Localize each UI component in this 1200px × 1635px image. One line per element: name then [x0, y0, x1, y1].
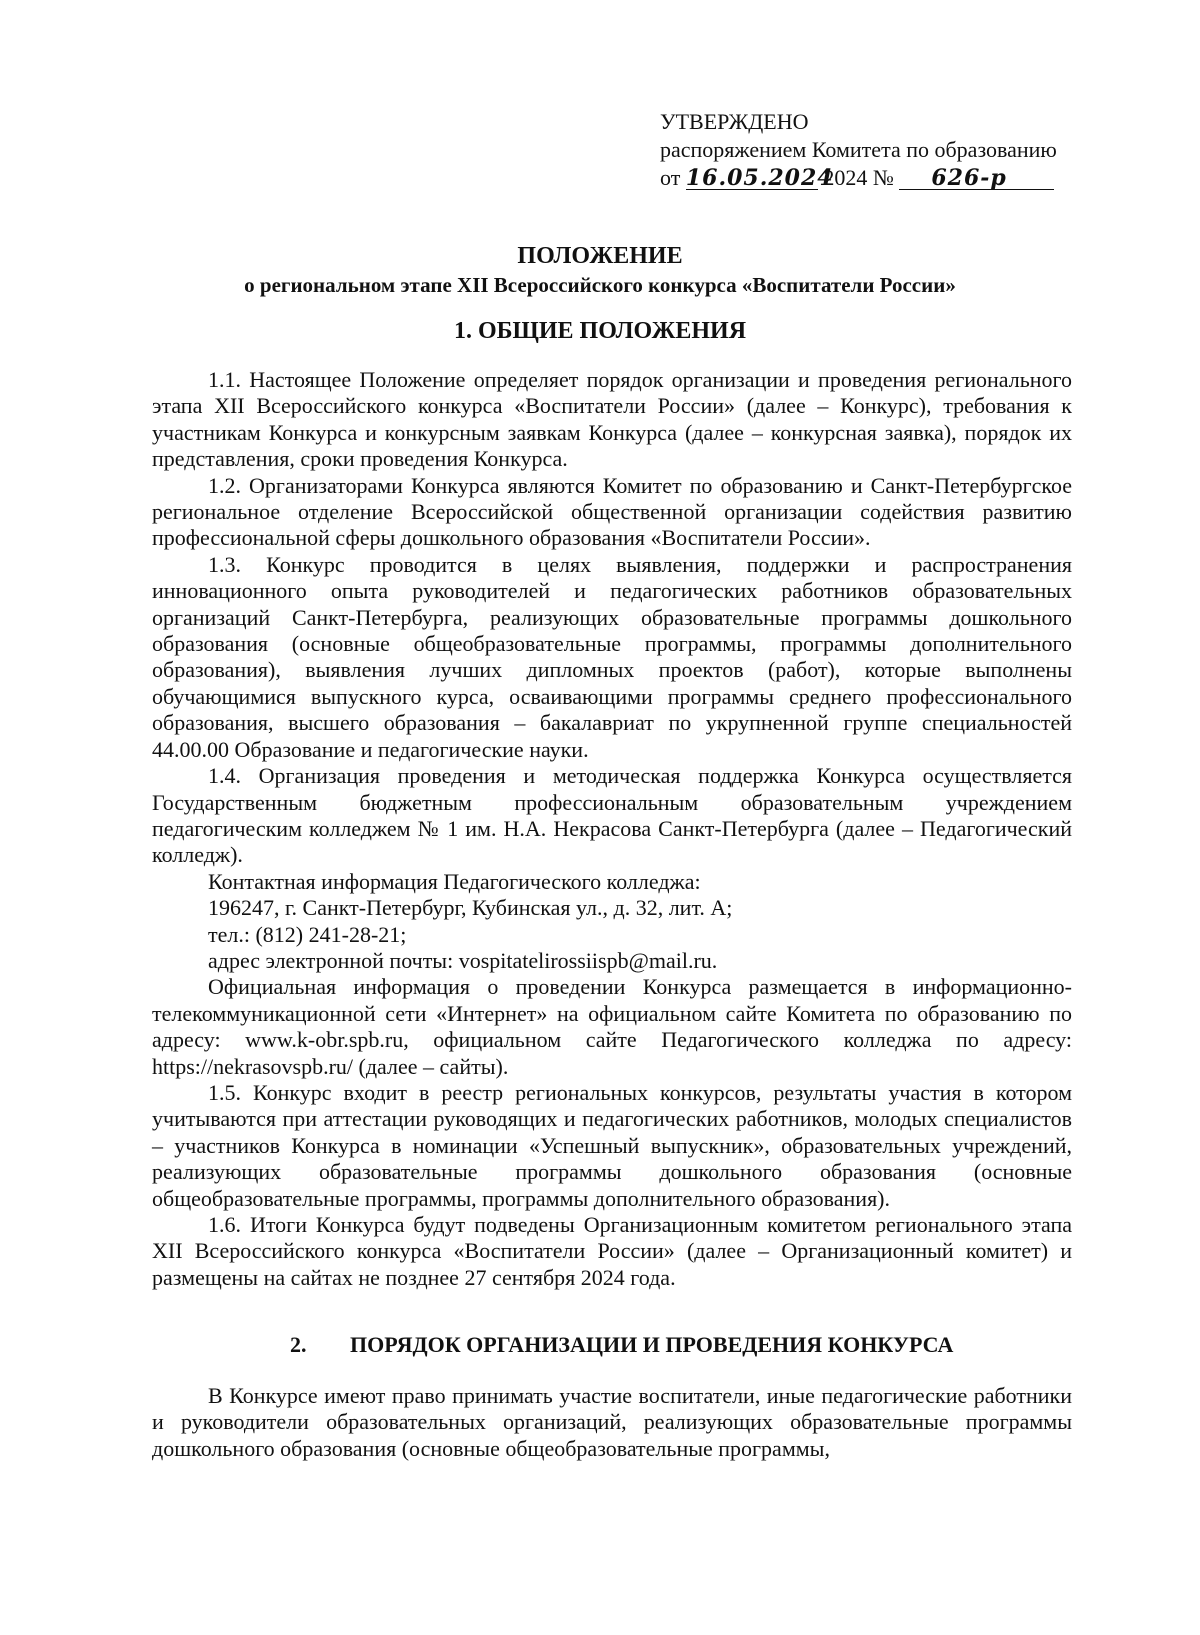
contact-info-heading: Контактная информация Педагогического колледжа: — [208, 868, 701, 894]
paragraph-1-2: 1.2. Организаторами Конкурса являются Комитет по образованию и Санкт-Петербургское региональное отделение Всероссийской общественной организации содействия развитию профессиональной сферы дошкольного образования «Воспитатели России». — [152, 472, 1072, 551]
section-1-heading: 1. ОБЩИЕ ПОЛОЖЕНИЯ — [453, 318, 747, 344]
contact-address: 196247, г. Санкт-Петербург, Кубинская ул., д. 32, лит. А; — [208, 895, 733, 921]
handwritten-order-number: 626-р — [899, 167, 1054, 190]
approved-by-order: распоряжением Комитета по образованию — [660, 137, 1057, 162]
section-2-number: 2. — [290, 1332, 307, 1357]
from-label: от — [660, 165, 681, 190]
paragraph-1-5: 1.5. Конкурс входит в реестр региональных конкурсов, результаты участия в котором учитываются при аттестации руководящих и педагогических работников, молодых специалистов – участников Конкурса в номинации «Успешный выпускник», образовательных учреждений, реализующих образовательные программы дошкольного образования (основные общеобразовательные программы, программы дополнительного образования). — [152, 1079, 1072, 1211]
year-number-label: 2024 № — [823, 165, 894, 190]
section-1-body — [152, 367, 1072, 1291]
paragraph-1-3: 1.3. Конкурс проводится в целях выявления, поддержки и распространения инновационного опыта руководителей и педагогических работников образовательных организаций Санкт-Петербурга, реализующих образовательные программы дошкольного образования (основные общеобразовательные программы, программы дополнительного образования), выявления лучших дипломных проектов (работ), которые выполнены обучающимися выпускного курса, осваивающими программы среднего профессионального образования, высшего образования – бакалавриат по укрупненной группе специальностей 44.00.00 Образование и педагогические науки. — [152, 551, 1072, 762]
paragraph-1-6: 1.6. Итоги Конкурса будут подведены Организационным комитетом регионального этапа XII Всероссийского конкурса «Воспитатели России» (далее – Организационный комитет) и размещены на сайтах не позднее 27 сентября 2024 года. — [152, 1212, 1072, 1290]
document-title: ПОЛОЖЕНИЕ — [517, 243, 683, 269]
paragraph-1-4: 1.4. Организация проведения и методическая поддержка Конкурса осуществляется Государственным бюджетным профессиональным образовательным учреждением педагогическим колледжем № 1 им. Н.А. Некрасова Санкт-Петербурга (далее – Педагогический колледж). — [152, 763, 1072, 868]
section-2-body — [152, 1383, 1072, 1462]
approved-label: УТВЕРЖДЕНО — [660, 109, 809, 134]
section-2-heading — [290, 1332, 953, 1358]
contact-phone: тел.: (812) 241-28-21; — [208, 921, 407, 947]
handwritten-date: 16.05.2024 — [685, 165, 834, 191]
paragraph-2-intro: В Конкурсе имеют право принимать участие воспитатели, иные педагогические работники и руководители образовательных организаций, реализующих образовательные программы дошкольного образования (основные общеобразовательные программы, — [152, 1383, 1072, 1461]
official-info-paragraph: Официальная информация о проведении Конкурса размещается в информационно-телекоммуникационной сети «Интернет» на официальном сайте Комитета по образованию по адресу: www.k-obr.spb.ru, официальном сайте Педагогического колледжа по адресу: https://nekrasovspb.ru/ (далее – сайты). — [152, 974, 1072, 1079]
section-2-title: ПОРЯДОК ОРГАНИЗАЦИИ И ПРОВЕДЕНИЯ КОНКУРСА — [350, 1332, 954, 1357]
approval-stamp — [660, 108, 1057, 192]
paragraph-1-1: 1.1. Настоящее Положение определяет порядок организации и проведения регионального этапа XII Всероссийского конкурса «Воспитатели России» (далее – Конкурс), требования к участникам Конкурса и конкурсным заявкам Конкурса (далее – конкурсная заявка), порядок их представления, сроки проведения Конкурса. — [152, 367, 1072, 472]
approval-date-line — [660, 164, 1057, 192]
contact-email: адрес электронной почты: vospitatelirossiispb@mail.ru. — [208, 947, 718, 973]
document-subtitle: о региональном этапе XII Всероссийского конкурса «Воспитатели России» — [244, 273, 956, 297]
